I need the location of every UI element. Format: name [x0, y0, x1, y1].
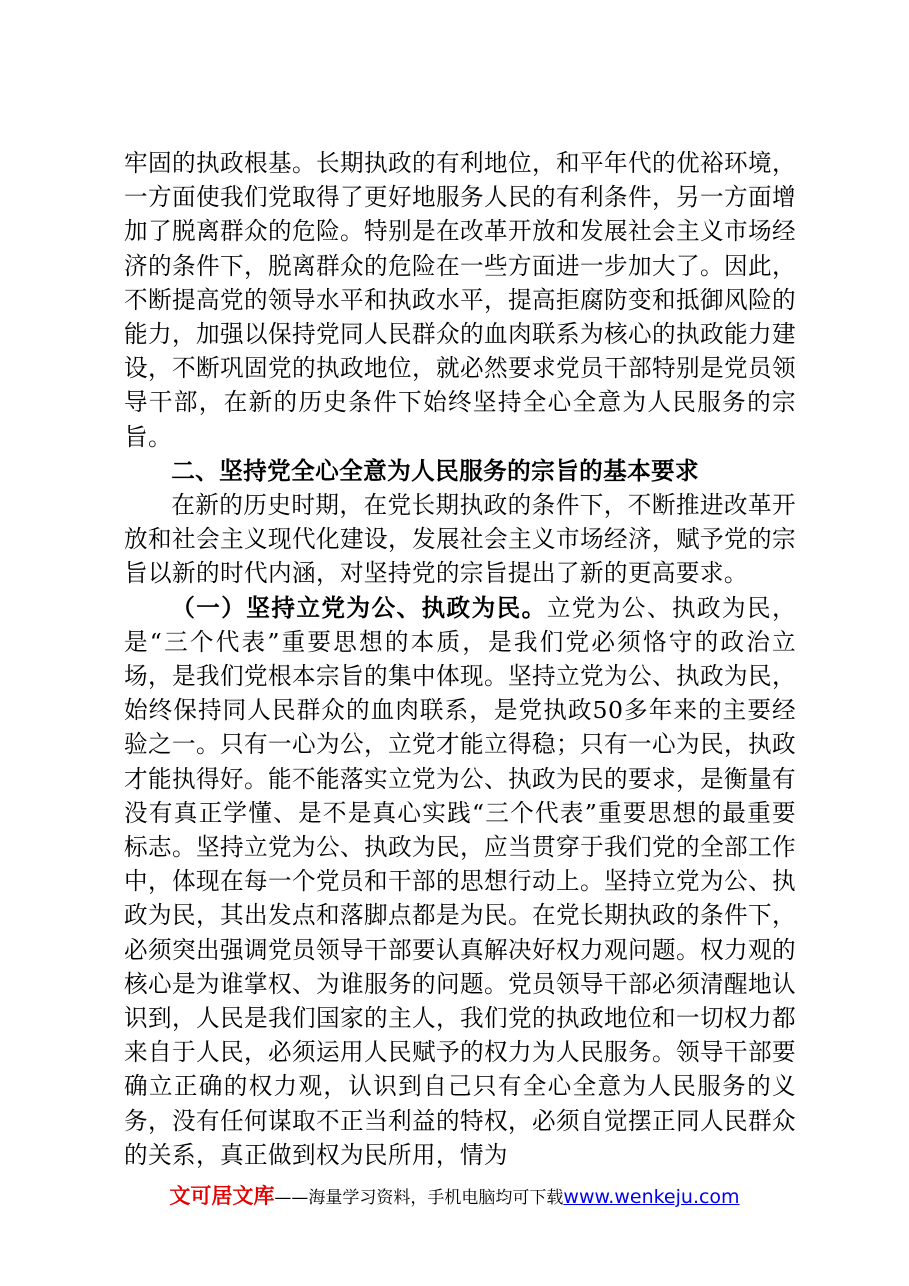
footer-brand: 文可居文库	[169, 1184, 275, 1208]
document-body	[124, 146, 796, 1172]
subsection-heading: （一）坚持立党为公、执政为民。	[171, 593, 547, 622]
section-heading: 二、坚持党全心全意为人民服务的宗旨的基本要求	[171, 456, 700, 485]
paragraph-intro: 在新的历史时期，在党长期执政的条件下，不断推进改革开放和社会主义现代化建设，发展社会主义市场经济，赋予党的宗旨以新的时代内涵，对坚持党的宗旨提出了新的更高要求。	[124, 491, 796, 588]
subsection-body: 立党为公、执政为民，是“三个代表”重要思想的本质，是我们党必须恪守的政治立场，是我们党根本宗旨的集中体现。坚持立党为公、执政为民，始终保持同人民群众的血肉联系，是党执政50多年来的主要经验之一。只有一心为公，立党才能立得稳；只有一心为民，执政才能执得好。能不能落实立党为公、执政为民的要求，是衡量有没有真正学懂、是不是真心实践“三个代表”重要思想的最重要标志。坚持立党为公、执政为民，应当贯穿于我们党的全部工作中，体现在每一个党员和干部的思想行动上。坚持立党为公、执政为民，其出发点和落脚点都是为民。在党长期执政的条件下，必须突出强调党员领导干部要认真解决好权力观问题。权力观的核心是为谁掌权、为谁服务的问题。党员领导干部必须清醒地认识到，人民是我们国家的主人，我们党的执政地位和一切权力都来自于人民，必须运用人民赋予的权力为人民服务。领导干部要确立正确的权力观，认识到自己只有全心全意为人民服务的义务，没有任何谋取不正当利益的特权，必须自觉摆正同人民群众的关系，真正做到权为民所用，情为	[124, 593, 797, 1169]
footer-banner	[0, 1180, 909, 1210]
footer-tagline: ——海量学习资料，手机电脑均可下载	[274, 1188, 564, 1208]
paragraph-subsection	[124, 591, 796, 1172]
paragraph-continuation: 牢固的执政根基。长期执政的有利地位，和平年代的优裕环境，一方面使我们党取得了更好地服务人民的有利条件，另一方面增加了脱离群众的危险。特别是在改革开放和发展社会主义市场经济的条件下，脱离群众的危险在一些方面进一步加大了。因此，不断提高党的领导水平和执政水平，提高拒腐防变和抵御风险的能力，加强以保持党同人民群众的血肉联系为核心的执政能力建设，不断巩固党的执政地位，就必然要求党员干部特别是党员领导干部，在新的历史条件下始终坚持全心全意为人民服务的宗旨。	[124, 149, 796, 451]
footer-url-link[interactable]: www.wenkeju.com	[563, 1186, 740, 1208]
